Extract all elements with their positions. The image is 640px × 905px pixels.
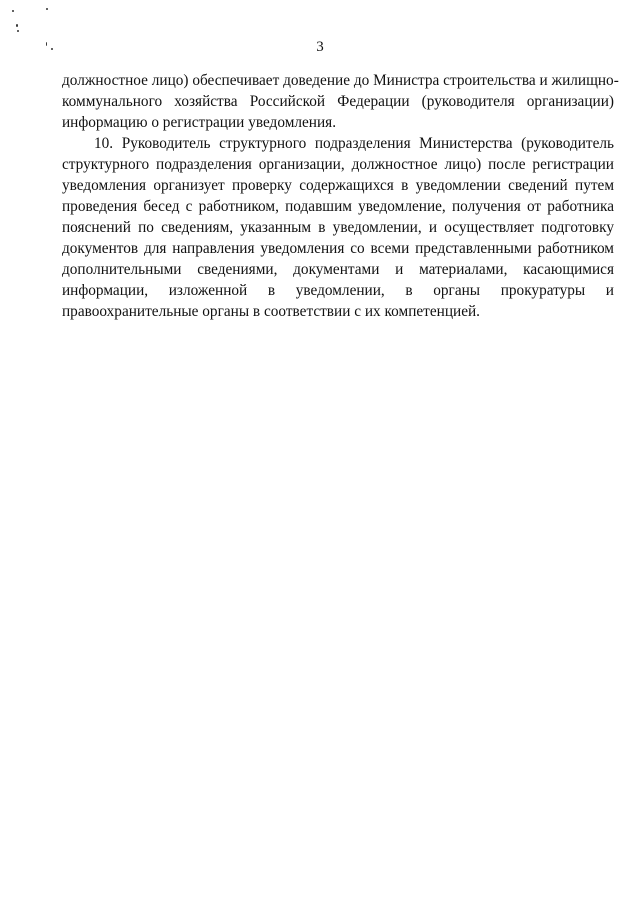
scan-artifact (16, 24, 18, 27)
scan-artifact (46, 8, 48, 10)
text-line: структурного подразделения организации, должностное лицо) после регистрации (62, 156, 614, 173)
text-line: правоохранительные органы в соответствии с их компетенцией. (62, 303, 481, 320)
page-number: 3 (316, 39, 324, 55)
text-line: проведения бесед с работником, подавшим уведомление, получения от работника (62, 198, 614, 215)
paragraph-item-10 (62, 133, 614, 322)
text-line: дополнительными сведениями, документами и материалами, касающимися (62, 261, 614, 278)
text-line: должностное лицо) обеспечивает доведение до Министра строительства и жилищно- (62, 72, 619, 89)
document-body (62, 70, 619, 322)
paragraph-continuation (62, 70, 619, 133)
text-line: документов для направления уведомления со всеми представленными работником (62, 240, 614, 257)
text-line: информации, изложенной в уведомлении, в органы прокуратуры и (62, 282, 614, 299)
text-line: уведомления организует проверку содержащихся в уведомлении сведений путем (62, 177, 614, 194)
text-line: пояснений по сведениям, указанным в уведомлении, и осуществляет подготовку (62, 219, 614, 236)
scan-artifact (12, 10, 14, 12)
text-line: 10. Руководитель структурного подразделения Министерства (руководитель (94, 135, 614, 152)
text-line: коммунального хозяйства Российской Федерации (руководителя организации) (62, 93, 614, 110)
scan-artifact (17, 30, 19, 32)
text-line: информацию о регистрации уведомления. (62, 114, 337, 131)
